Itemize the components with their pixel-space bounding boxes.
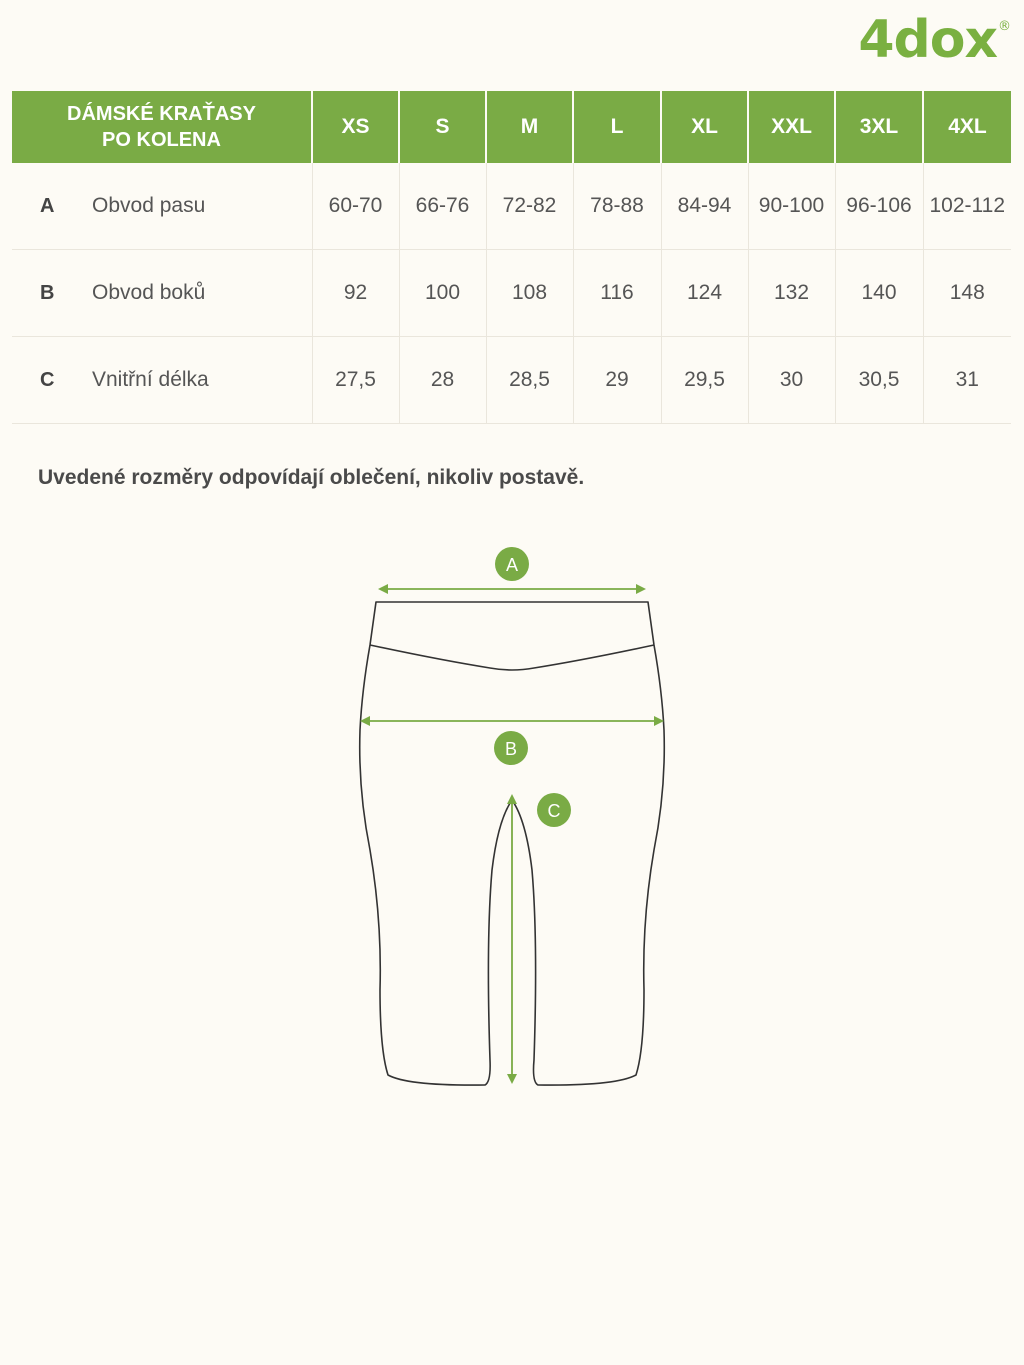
table-cell: 72-82 [486, 163, 573, 250]
row-letter: B [40, 282, 55, 304]
table-cell: 124 [661, 250, 748, 337]
size-header: 3XL [835, 91, 923, 163]
measure-a-label: A [505, 555, 519, 575]
table-cell: 30 [748, 337, 835, 424]
table-cell: 132 [748, 250, 835, 337]
table-cell: 100 [399, 250, 486, 337]
row-name: Obvod pasu [92, 194, 206, 217]
measure-b [362, 721, 662, 765]
size-header: XL [661, 91, 748, 163]
table-cell: 108 [486, 250, 573, 337]
row-letter: A [40, 195, 55, 217]
row-name: Obvod boků [92, 281, 206, 304]
measure-c [512, 793, 571, 1082]
table-cell: 140 [835, 250, 923, 337]
size-header: S [399, 91, 486, 163]
table-cell: 31 [923, 337, 1011, 424]
table-cell: 90-100 [748, 163, 835, 250]
table-cell: 28,5 [486, 337, 573, 424]
table-cell: 116 [573, 250, 661, 337]
table-cell: 148 [923, 250, 1011, 337]
table-cell: 29,5 [661, 337, 748, 424]
measure-c-label: C [547, 801, 561, 821]
registered-mark: ® [998, 19, 1010, 34]
table-cell: 60-70 [312, 163, 399, 250]
table-cell: 92 [312, 250, 399, 337]
measure-a [380, 547, 644, 589]
table-cell: 84-94 [661, 163, 748, 250]
size-note: Uvedené rozměry odpovídají oblečení, nikoliv postavě. [38, 466, 585, 489]
product-title-line2: PO KOLENA [102, 129, 221, 151]
product-title-line1: DÁMSKÉ KRAŤASY [67, 103, 256, 125]
table-cell: 102-112 [923, 163, 1011, 250]
measure-b-label: B [504, 739, 518, 759]
size-header: L [573, 91, 661, 163]
table-cell: 27,5 [312, 337, 399, 424]
row-name: Vnitřní délka [92, 368, 209, 391]
size-header: XXL [748, 91, 835, 163]
row-letter: C [40, 369, 55, 391]
size-header: M [486, 91, 573, 163]
table-cell: 30,5 [835, 337, 923, 424]
brand-name: 4dox [858, 10, 997, 70]
size-header: 4XL [923, 91, 1011, 163]
table-cell: 29 [573, 337, 661, 424]
table-cell: 78-88 [573, 163, 661, 250]
table-cell: 28 [399, 337, 486, 424]
size-header: XS [312, 91, 399, 163]
table-cell: 66-76 [399, 163, 486, 250]
table-cell: 96-106 [835, 163, 923, 250]
